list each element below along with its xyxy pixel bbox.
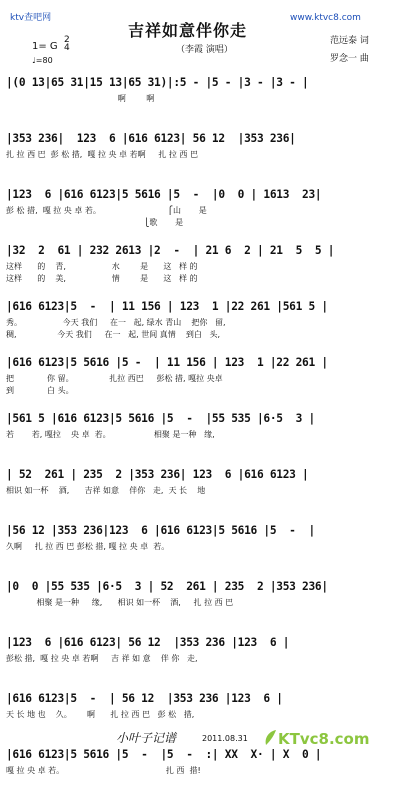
notation: |0 0 |55 535 |6·5 3 | 52 261 | 235 2 |353 236| [6,580,328,593]
notation: |561 5 |616 6123|5 5616 |5 - |55 535 |6·5 3 | [6,412,315,425]
lyrics-verse-2: 这样 的 美, 情 是 这 样 的 [6,274,198,283]
score-line [6,580,402,636]
lyrics-verse-1: 扎 拉 西 巴 彭 松 措, 嘎 拉 央 卓 若啊 扎 拉 西 巴 [6,150,198,159]
lyrics-verse-1: 相识 如一杯 酒, 吉祥 如意 伴你 走, 天 长 地 [6,486,206,495]
score-line [6,188,402,244]
lyrics-verse-1: 彭松 措, 嘎 拉 央 卓 若啊 吉 祥 如 意 伴 你 走, [6,654,198,663]
lyrics-verse-1: 彭 松 措, 嘎 拉 央 卓 若。 ⎧山 是 [6,206,207,215]
lyrics-verse-2: 到 白 头。 [6,386,74,395]
time-numerator: 2 [64,35,70,45]
logo-text: KTvc8.com [278,730,370,748]
lyrics-verse-1: 啊 啊 [6,94,155,103]
lyrics-verse-1: 天 长 地 也 久。 啊 扎 拉 西 巴 彭 松 措, [6,710,195,719]
lyrics-verse-2: ⎩歌 是 [6,218,184,227]
transcription-date: 2011.08.31 [202,734,248,743]
page-footer [0,721,408,753]
notation: |32 2 61 | 232 2613 |2 - | 21 6 2 | 21 5 5 | [6,244,335,257]
site-name-left[interactable]: ktv查吧网 [10,13,52,23]
score-line [6,412,402,468]
notation: |(0 13|65 31|15 13|65 31)|:5 - |5 - |3 - |3 - | [6,76,309,89]
key-signature: 1= G [32,41,58,52]
score-line [6,76,402,132]
score-line [6,524,402,580]
lyrics-verse-1: 秀。 今天 我们 在一 起, 绿水 青山 把你 留, [6,318,226,327]
ktvc8-logo [262,727,382,749]
transcriber-signature: 小叶子记谱 [116,731,177,745]
notation: |123 6 |616 6123| 56 12 |353 236 |123 6 | [6,636,290,649]
notation: |353 236| 123 6 |616 6123| 56 12 |353 236| [6,132,296,145]
score-line [6,748,402,804]
lyrics-verse-1: 这样 的 青, 水 是 这 样 的 [6,262,198,271]
score-line [6,636,402,692]
notation: |56 12 |353 236|123 6 |616 6123|5 5616 |5 - | [6,524,315,537]
lyrics-verse-2: 稠, 今天 我们 在一 起, 世间 真情 到白 头, [6,330,221,339]
score-body [6,76,402,804]
tempo-mark: ♩=80 [32,56,53,65]
lyrics-verse-1: 把 你 留。 扎拉 西巴 彭松 措, 嘎拉 央卓 [6,374,223,383]
notation: |616 6123|5 5616 |5 - |5 - :| XX X· | X 0 | [6,748,322,761]
leaf-icon [266,730,276,745]
score-line [6,300,402,356]
lyrics-verse-1: 久啊 扎 拉 西 巴 彭松 措, 嘎 拉 央 卓 若。 [6,542,170,551]
lyricist-credit: 范远泰 词 [330,36,369,46]
site-url-right[interactable]: www.ktvc8.com [290,13,361,23]
notation: |616 6123|5 - | 56 12 |353 236 |123 6 | [6,692,283,705]
score-line [6,468,402,524]
notation: |616 6123|5 - | 11 156 | 123 1 |22 261 |561 5 | [6,300,328,313]
lyrics-verse-1: 若 若, 嘎拉 央 卓 若。 相聚 是一种 缘, [6,430,215,439]
score-line [6,356,402,412]
score-line [6,132,402,188]
composer-credit: 罗念一 曲 [330,54,369,64]
singer-credit: （李霞 演唱） [176,45,233,55]
notation: |123 6 |616 6123|5 5616 |5 - |0 0 | 1613 23| [6,188,322,201]
score-line [6,244,402,300]
lyrics-verse-1: 嘎 拉 央 卓 若。 扎 西 措! [6,766,201,775]
notation: | 52 261 | 235 2 |353 236| 123 6 |616 6123 | [6,468,309,481]
song-title: 吉祥如意伴你走 [128,21,248,40]
time-signature [64,36,70,52]
notation: |616 6123|5 5616 |5 - | 11 156 | 123 1 |22 261 | [6,356,328,369]
time-denominator: 4 [64,43,70,53]
lyrics-verse-1: 相聚 是一种 缘, 相识 如一杯 酒, 扎 拉 西 巴 [6,598,234,607]
